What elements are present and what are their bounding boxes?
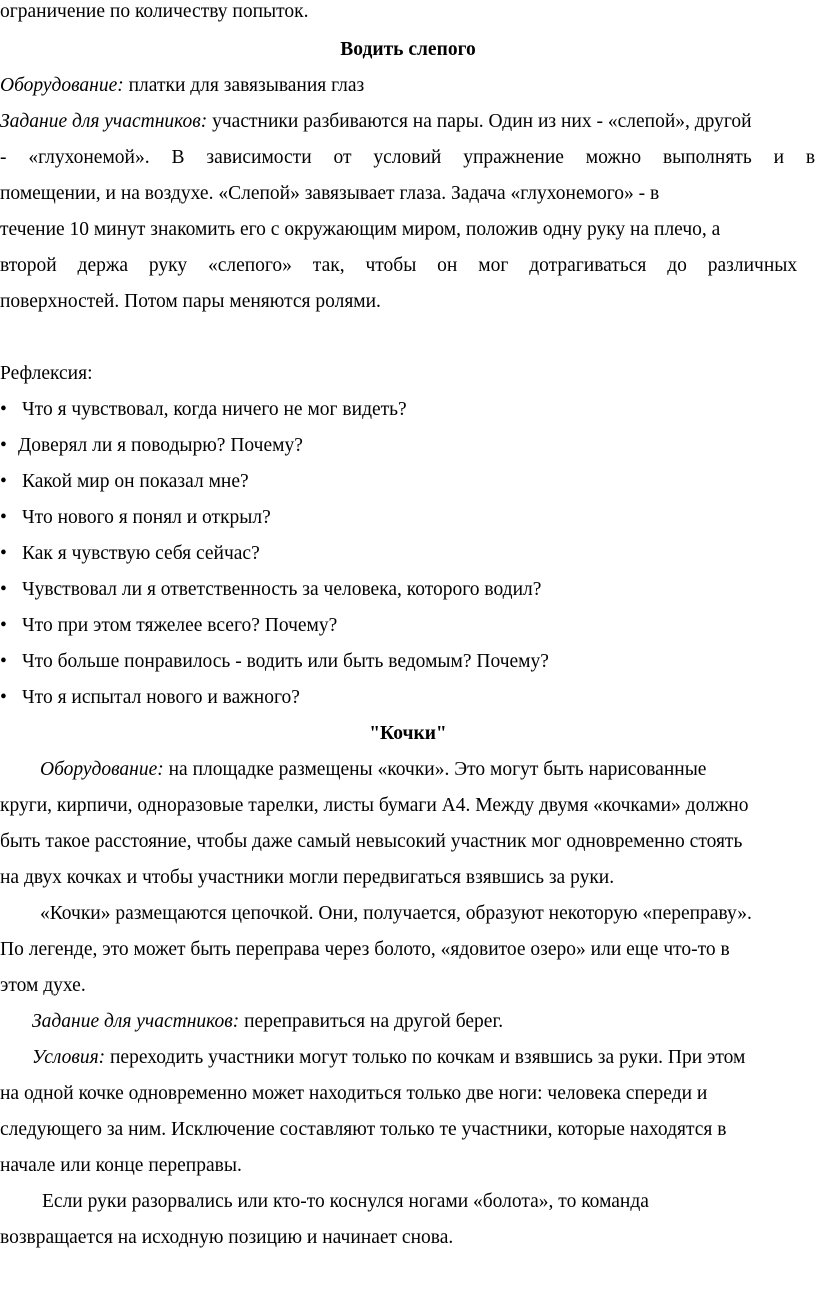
equipment-line	[0, 74, 816, 98]
reflection-item: • Что я чувствовал, когда ничего не мог видеть?	[0, 399, 407, 420]
conditions-line-3: следующего за ним. Исключение составляют только те участники, которые находятся в	[0, 1119, 727, 1140]
reflection-item: • Как я чувствую себя сейчас?	[0, 543, 260, 564]
para2-line-1: «Кочки» размещаются цепочкой. Они, получается, образуют некоторую «переправу».	[40, 903, 752, 924]
reflection-item: • Чувствовал ли я ответственность за человека, которого водил?	[0, 579, 542, 600]
equipment-line-4: на двух кочках и чтобы участники могли передвигаться взявшись за руки.	[0, 867, 615, 888]
task-label: Задание для участников:	[32, 1011, 240, 1032]
task-label: Задание для участников:	[0, 111, 208, 132]
equipment-label: Оборудование:	[0, 75, 124, 96]
bullet-icon: •	[0, 471, 7, 492]
equipment-label: Оборудование:	[40, 759, 164, 780]
top-line: ограничение по количеству попыток.	[0, 1, 309, 22]
conditions-line-4: начале или конце переправы.	[0, 1155, 242, 1176]
bullet-icon: •	[0, 687, 7, 708]
equipment-line-2: круги, кирпичи, одноразовые тарелки, листы бумаги А4. Между двумя «кочками» должно	[0, 795, 749, 816]
reflection-item: • Что нового я понял и открыл?	[0, 507, 271, 528]
equipment-text: платки для завязывания глаз	[123, 75, 365, 96]
bullet-icon: •	[0, 651, 7, 672]
bullet-icon: •	[0, 579, 7, 600]
reflection-item: • Какой мир он показал мне?	[0, 471, 249, 492]
bullet-icon: •	[0, 399, 7, 420]
task-line-3: помещении, и на воздухе. «Слепой» завязывает глаза. Задача «глухонемого» - в	[0, 183, 660, 204]
conditions-line-2: на одной кочке одновременно может находиться только две ноги: человека спереди и	[0, 1083, 708, 1104]
para2-line-2: По легенде, это может быть переправа через болото, «ядовитое озеро» или еще что-то в	[0, 939, 730, 960]
reflection-item: • Что я испытал нового и важного?	[0, 687, 300, 708]
final-line-1: Если руки разорвались или кто-то коснулся ногами «болота», то команда	[42, 1191, 649, 1212]
bullet-icon: •	[0, 507, 7, 528]
task-line-2: - «глухонемой». В зависимости от условий упражнение можно выполнять и в	[0, 147, 816, 168]
bullet-icon: •	[0, 615, 7, 636]
reflection-label: Рефлексия:	[0, 363, 93, 384]
task-line-5: второй держа руку «слепого» так, чтобы он мог дотрагиваться до различных	[0, 255, 798, 276]
task-line: Задание для участников: переправиться на другой берег.	[32, 1011, 504, 1032]
task-line-1	[0, 110, 816, 134]
equipment-line-3: быть такое расстояние, чтобы даже самый невысокий участник мог одновременно стоять	[0, 831, 743, 852]
task-line-6: поверхностей. Потом пары меняются ролями.	[0, 291, 381, 312]
reflection-item: • Что при этом тяжелее всего? Почему?	[0, 615, 338, 636]
bullet-icon: •	[0, 435, 7, 456]
conditions-label: Условия:	[32, 1047, 106, 1068]
final-line-2: возвращается на исходную позицию и начинает снова.	[0, 1227, 454, 1248]
bullet-icon: •	[0, 543, 7, 564]
equipment-line-1: Оборудование: на площадке размещены «кочки». Это могут быть нарисованные	[40, 759, 707, 780]
task-text-1: участники разбиваются на пары. Один из них - «слепой», другой	[207, 111, 752, 132]
section-title-vodit-slepogo: Водить слепого	[340, 39, 476, 60]
reflection-item: • Доверял ли я поводырю? Почему?	[0, 435, 303, 456]
reflection-item: • Что больше понравилось - водить или быть ведомым? Почему?	[0, 651, 549, 672]
section-title-kochki: "Кочки"	[369, 723, 447, 744]
para2-line-3: этом духе.	[0, 975, 86, 996]
task-line-4: течение 10 минут знакомить его с окружающим миром, положив одну руку на плечо, а	[0, 219, 721, 240]
conditions-line-1: Условия: переходить участники могут только по кочкам и взявшись за руки. При этом	[32, 1047, 746, 1068]
